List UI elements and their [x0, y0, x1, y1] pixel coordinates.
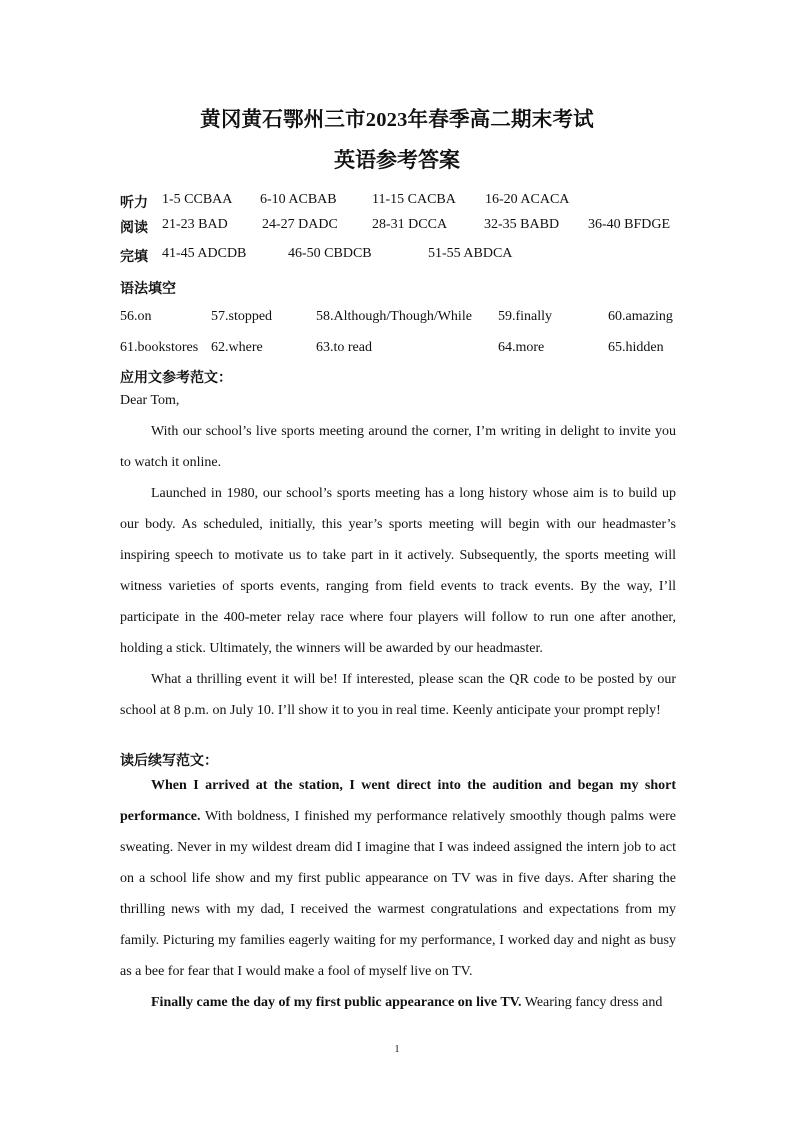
reading-label: 阅读	[120, 221, 148, 236]
listening-answer: 6-10 ACBAB	[260, 192, 337, 207]
cloze-row	[0, 246, 794, 268]
continuation-body: Wearing fancy dress and	[521, 995, 663, 1010]
grammar-answer: 64.more	[498, 340, 545, 355]
grammar-answer: 61.bookstores	[120, 340, 199, 355]
cloze-label: 完填	[120, 250, 148, 265]
listening-label: 听力	[120, 196, 148, 211]
reading-row	[0, 217, 794, 239]
reading-answer: 28-31 DCCA	[372, 217, 448, 232]
continuation-paragraph	[120, 987, 676, 1018]
grammar-answer: 65.hidden	[608, 340, 664, 355]
listening-answer: 11-15 CACBA	[372, 192, 456, 207]
continuation-lead-sentence: When I arrived at the station, I went direct into the audition and began my short performance.	[120, 778, 676, 824]
letter-paragraph: With our school’s live sports meeting around the corner, I’m writing in delight to invite you to watch it online.	[120, 424, 676, 470]
grammar-answer: 57.stopped	[211, 309, 273, 324]
grammar-answer: 56.on	[120, 309, 152, 324]
page-number: 1	[394, 1044, 400, 1055]
answer-key-title: 英语参考答案	[334, 148, 460, 172]
cloze-answer: 51-55 ABDCA	[428, 246, 513, 261]
grammar-answer: 58.Although/Though/While	[316, 309, 472, 324]
listening-row	[0, 192, 794, 214]
cloze-answer: 41-45 ADCDB	[162, 246, 247, 261]
writing-sample	[120, 385, 676, 726]
reading-answer: 21-23 BAD	[162, 217, 228, 232]
exam-title: 黄冈黄石鄂州三市2023年春季高二期末考试	[200, 109, 594, 131]
continuation-lead-sentence: Finally came the day of my first public appearance on live TV.	[151, 995, 522, 1010]
grammar-row-2	[0, 340, 794, 362]
listening-answer: 16-20 ACACA	[485, 192, 570, 207]
grammar-label: 语法填空	[120, 282, 176, 297]
reading-answer: 32-35 BABD	[484, 217, 560, 232]
reading-answer: 24-27 DADC	[262, 217, 338, 232]
letter-paragraph: Launched in 1980, our school’s sports meeting has a long history whose aim is to build up our body. As scheduled, initially, this year’s sports meeting will begin with our headmaster’s inspiring speech to motivate us to take part in it actively. Subsequently, the sports meeting will witness varieties of sports events, ranging from field events to track events. By the way, I’ll participate in the 400-meter relay race where four players will follow to run one after another, holding a stick. Ultimately, the winners will be awarded by our headmaster.	[120, 486, 676, 656]
grammar-answer: 60.amazing	[608, 309, 673, 324]
grammar-answer: 59.finally	[498, 309, 553, 324]
grammar-answer: 62.where	[211, 340, 263, 355]
continuation-body: With boldness, I finished my performance relatively smoothly though palms were sweating. Never in my wildest dream did I imagine that I was indeed assigned the intern job to act on a school life show and my first public appearance on TV was in five days. After sharing the thrilling news with my dad, I received the warmest congratulations and expectations from my family. Picturing my families eagerly waiting for my performance, I worked day and night as busy as a bee for fear that I would make a fool of myself live on TV.	[120, 809, 676, 979]
grammar-answer: 63.to read	[316, 340, 372, 355]
cloze-answer: 46-50 CBDCB	[288, 246, 372, 261]
continuation-sample	[120, 770, 676, 1018]
continuation-paragraph	[120, 770, 676, 987]
continuation-label: 读后续写范文：	[120, 754, 218, 769]
reading-answer: 36-40 BFDGE	[588, 217, 671, 232]
letter-greeting: Dear Tom,	[120, 393, 180, 408]
writing-label: 应用文参考范文：	[120, 371, 232, 386]
listening-answer: 1-5 CCBAA	[162, 192, 233, 207]
grammar-row-1	[0, 309, 794, 331]
letter-paragraph: What a thrilling event it will be! If interested, please scan the QR code to be posted by our school at 8 p.m. on July 10. I’ll show it to you in real time. Keenly anticipate your prompt reply!	[120, 672, 676, 718]
